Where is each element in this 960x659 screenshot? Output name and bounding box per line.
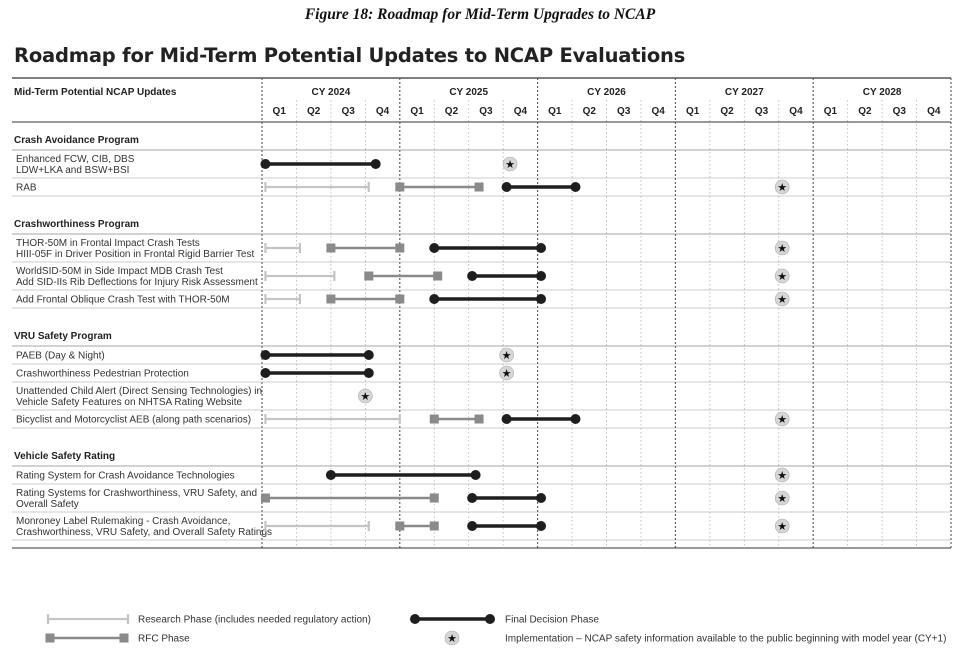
year-label: CY 2025	[449, 87, 489, 98]
rfc-end	[430, 522, 439, 531]
rfc-end	[326, 295, 335, 304]
final-end	[536, 243, 546, 253]
star-icon: ★	[777, 270, 788, 283]
year-label: CY 2027	[724, 87, 764, 98]
star-icon: ★	[501, 349, 512, 362]
update-label: Monroney Label Rulemaking - Crash Avoidance,	[16, 516, 231, 527]
quarter-label: Q1	[272, 106, 286, 117]
quarter-label: Q3	[617, 106, 631, 117]
legend-rfc-label: RFC Phase	[138, 633, 190, 645]
quarter-label: Q4	[927, 106, 941, 117]
legend-final-label: Final Decision Phase	[505, 614, 599, 626]
quarter-label: Q2	[444, 106, 459, 117]
quarter-label: Q3	[341, 106, 355, 117]
final-end	[260, 368, 270, 378]
quarter-label: Q1	[548, 106, 562, 117]
final-end	[429, 294, 439, 304]
update-label: RAB	[16, 182, 37, 194]
quarter-label: Q3	[892, 106, 906, 117]
quarter-label: Q2	[720, 106, 734, 117]
star-icon: ★	[501, 367, 512, 380]
quarter-label: Q1	[823, 106, 838, 117]
final-end	[467, 493, 477, 503]
quarter-label: Q4	[651, 106, 665, 117]
legend-final-end	[410, 614, 420, 624]
star-icon: ★	[777, 413, 788, 426]
final-end	[536, 271, 546, 281]
final-end	[467, 521, 477, 531]
final-end	[364, 368, 374, 378]
star-icon: ★	[360, 390, 371, 403]
final-end	[502, 182, 512, 192]
legend-implementation-label: Implementation – NCAP safety information available to the public beginning with model year (CY+1)	[505, 633, 947, 645]
rfc-end	[430, 415, 439, 424]
quarter-label: Q2	[858, 106, 872, 117]
star-icon: ★	[777, 242, 788, 255]
year-label: CY 2028	[862, 87, 902, 98]
year-label: CY 2024	[311, 87, 351, 98]
rfc-end	[364, 272, 373, 281]
figure-caption: Figure 18: Roadmap for Mid-Term Upgrades to NCAP	[304, 6, 656, 23]
star-icon: ★	[505, 158, 515, 171]
quarter-label: Q4	[513, 106, 528, 117]
update-label: THOR-50M in Frontal Impact Crash Tests	[16, 238, 200, 249]
star-icon: ★	[777, 181, 788, 194]
update-label: LDW+LKA and BSW+BSI	[16, 165, 130, 176]
update-label: HIII-05F in Driver Position in Frontal Rigid Barrier Test	[16, 249, 255, 260]
quarter-label: Q2	[582, 106, 596, 117]
final-end	[467, 271, 477, 281]
legend-rfc-end	[46, 634, 55, 643]
final-end	[364, 350, 374, 360]
final-end	[570, 414, 580, 424]
rfc-end	[261, 494, 270, 503]
star-icon: ★	[777, 492, 788, 505]
update-label: Enhanced FCW, CIB, DBS	[16, 154, 135, 165]
rfc-end	[395, 183, 404, 192]
section-heading: VRU Safety Program	[14, 331, 112, 342]
quarter-label: Q4	[789, 106, 803, 117]
update-label: Rating Systems for Crashworthiness, VRU Safety, and	[16, 488, 258, 499]
legend-star-icon: ★	[447, 632, 457, 645]
rfc-end	[395, 295, 404, 304]
legend-final-end	[485, 614, 495, 624]
final-end	[371, 159, 381, 169]
quarter-label: Q4	[375, 106, 390, 117]
quarter-label: Q2	[307, 106, 321, 117]
rfc-end	[395, 244, 404, 253]
rfc-end	[475, 183, 484, 192]
update-label: Overall Safety	[16, 499, 79, 510]
section-heading: Crash Avoidance Program	[14, 135, 139, 146]
quarter-label: Q3	[754, 106, 769, 117]
final-end	[326, 470, 336, 480]
update-label: PAEB (Day & Night)	[16, 350, 105, 362]
rfc-end	[433, 272, 442, 281]
star-icon: ★	[777, 520, 788, 533]
final-end	[260, 159, 270, 169]
final-end	[570, 182, 580, 192]
legend-rfc-end	[120, 634, 129, 643]
final-end	[260, 350, 270, 360]
update-label: WorldSID-50M in Side Impact MDB Crash Test	[16, 266, 223, 277]
update-label: Crashworthiness Pedestrian Protection	[16, 368, 189, 380]
update-label: Vehicle Safety Features on NHTSA Rating Website	[16, 397, 243, 408]
update-label: Bicyclist and Motorcyclist AEB (along path scenarios)	[16, 414, 252, 426]
legend-research-label: Research Phase (includes needed regulatory action)	[138, 614, 371, 626]
rfc-end	[395, 522, 404, 531]
final-end	[429, 243, 439, 253]
section-heading: Crashworthiness Program	[14, 219, 140, 230]
update-label: Unattended Child Alert (Direct Sensing Technologies) in	[16, 386, 263, 397]
quarter-label: Q3	[479, 106, 493, 117]
final-end	[536, 493, 546, 503]
chart-title: Roadmap for Mid-Term Potential Updates to NCAP Evaluations	[14, 44, 686, 67]
update-label: Crashworthiness, VRU Safety, and Overall Safety Ratings	[16, 527, 273, 538]
rfc-end	[430, 494, 439, 503]
final-end	[471, 470, 481, 480]
quarter-label: Q1	[685, 106, 700, 117]
update-label: Add SID-IIs Rib Deflections for Injury Risk Assessment	[16, 277, 258, 288]
header-label: Mid-Term Potential NCAP Updates	[14, 87, 177, 98]
final-end	[536, 294, 546, 304]
update-label: Rating System for Crash Avoidance Technologies	[16, 470, 235, 482]
update-label: Add Frontal Oblique Crash Test with THOR-50M	[16, 294, 230, 306]
rfc-end	[326, 244, 335, 253]
star-icon: ★	[777, 293, 788, 306]
final-end	[536, 521, 546, 531]
quarter-label: Q1	[410, 106, 424, 117]
final-end	[502, 414, 512, 424]
star-icon: ★	[777, 469, 788, 482]
rfc-end	[475, 415, 484, 424]
year-label: CY 2026	[587, 87, 626, 98]
section-heading: Vehicle Safety Rating	[14, 451, 116, 462]
